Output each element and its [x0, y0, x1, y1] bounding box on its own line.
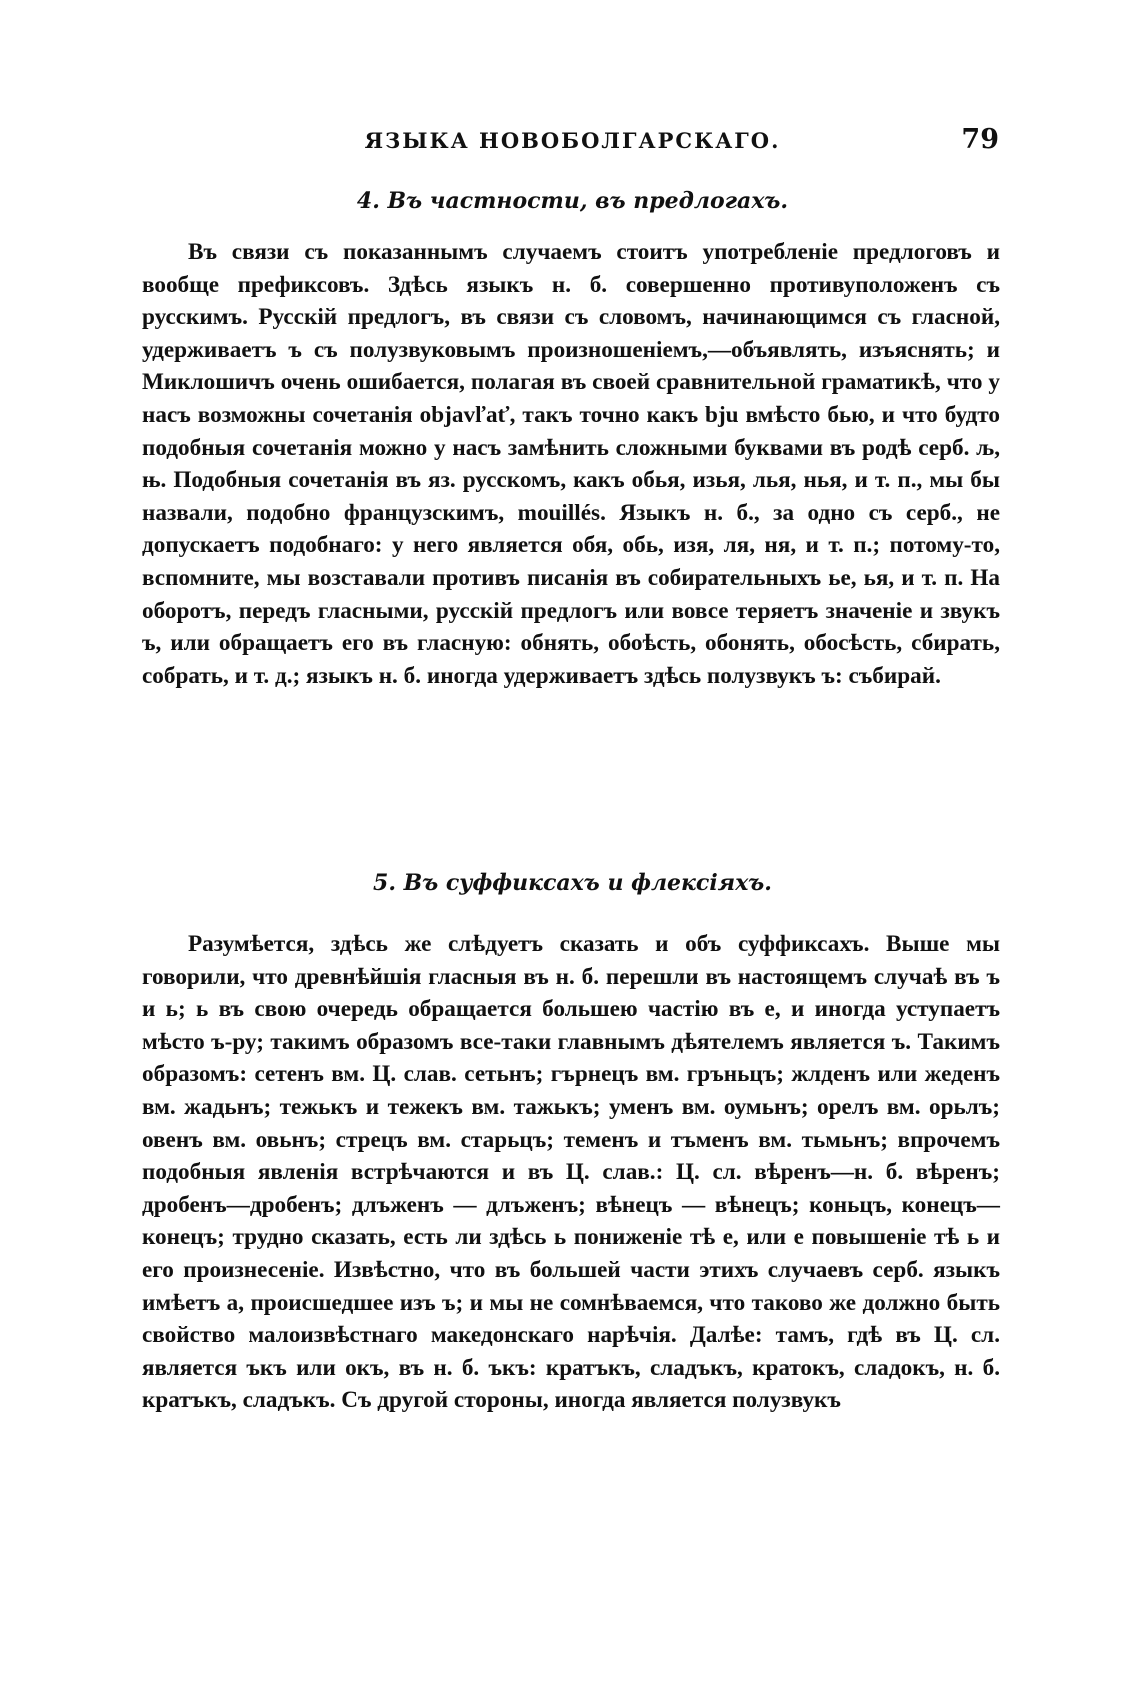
- running-title: ЯЗЫКА НОВОБОЛГАРСКАГО.: [364, 128, 781, 153]
- section-4-paragraph: Въ связи съ показаннымъ случаемъ стоитъ употребленіе предлоговъ и вообще префиксовъ. Здѣсь языкъ н. б. совершенно противуположенъ съ русскимъ. Русскій предлогъ, въ связи съ словомъ, начинающимся съ гласной, удерживаетъ ъ съ полузвуковымъ произношеніемъ,—объявлять, изъяснять; и Миклошичъ очень ошибается, полагая въ своей сравнительной граматикѣ, что у насъ возможны сочетанія objavľať, такъ точно какъ bju вмѣсто бью, и что будто подобныя сочетанія можно у насъ замѣнить сложными буквами въ родѣ серб. љ, њ. Подобныя сочетанія въ яз. русскомъ, какъ обья, изья, лья, нья, и т. п., мы бы назвали, подобно французскимъ, mouillés. Языкъ н. б., за одно съ серб., не допускаетъ подобнаго: у него является обя, обь, изя, ля, ня, и т. п.; потому-то, вспомните, мы возставали противъ писанія въ собирательныхъ ье, ья, и т. п. На оборотъ, передъ гласными, русскій предлогъ или вовсе теряетъ значеніе и звукъ ъ, или обращаетъ его въ гласную: обнять, обоѣсть, обонять, обосѣсть, сбирать, собрать, и т. д.; языкъ н. б. иногда удерживаетъ здѣсь полузвукъ ъ: събирай.: [142, 239, 1000, 689]
- section-heading-5: 5. Въ суффиксахъ и флексіяхъ.: [373, 870, 772, 896]
- section-5-paragraph: Разумѣется, здѣсь же слѣдуетъ сказать и объ суффиксахъ. Выше мы говорили, что древнѣйшія гласныя въ н. б. перешли въ настоящемъ случаѣ въ ъ и ь; ь въ свою очередь обращается большею частію въ е, и иногда уступаетъ мѣсто ъ-ру; такимъ образомъ все-таки главнымъ дѣятелемъ является ъ. Такимъ образомъ: сетенъ вм. Ц. слав. сетьнъ; гърнецъ вм. гръньцъ; жлденъ или жеденъ вм. жадьнъ; тежькъ и тежекъ вм. тажькъ; уменъ вм. оумьнъ; орелъ вм. орьлъ; овенъ вм. овьнъ; стрецъ вм. старьцъ; теменъ и тъменъ вм. тьмьнъ; впрочемъ подобныя явленія встрѣчаются и въ Ц. слав.: Ц. сл. вѣренъ—н. б. вѣренъ; дробенъ—дробенъ; длъженъ — длъженъ; вѣнецъ — вѣнецъ; коньцъ, конецъ—конецъ; трудно сказать, есть ли здѣсь ь пониженіе тѣ е, или е повышеніе тѣ ь и его произнесеніе. Извѣстно, что въ большей части этихъ случаевъ серб. языкъ имѣетъ а, происшедшее изъ ъ; и мы не сомнѣваемся, что таково же должно быть свойство малоизвѣстнаго македонскаго нарѣчія. Далѣе: тамъ, гдѣ въ Ц. сл. является ъкъ или окъ, въ н. б. ъкъ: кратъкъ, сладъкъ, кратокъ, сладокъ, н. б. кратъкъ, сладъкъ. Съ другой стороны, иногда является полузвукъ: [142, 931, 1000, 1414]
- running-head: [140, 124, 1005, 158]
- page-number: 79: [961, 124, 999, 155]
- section-heading-4: 4. Въ частности, въ предлогахъ.: [356, 188, 789, 214]
